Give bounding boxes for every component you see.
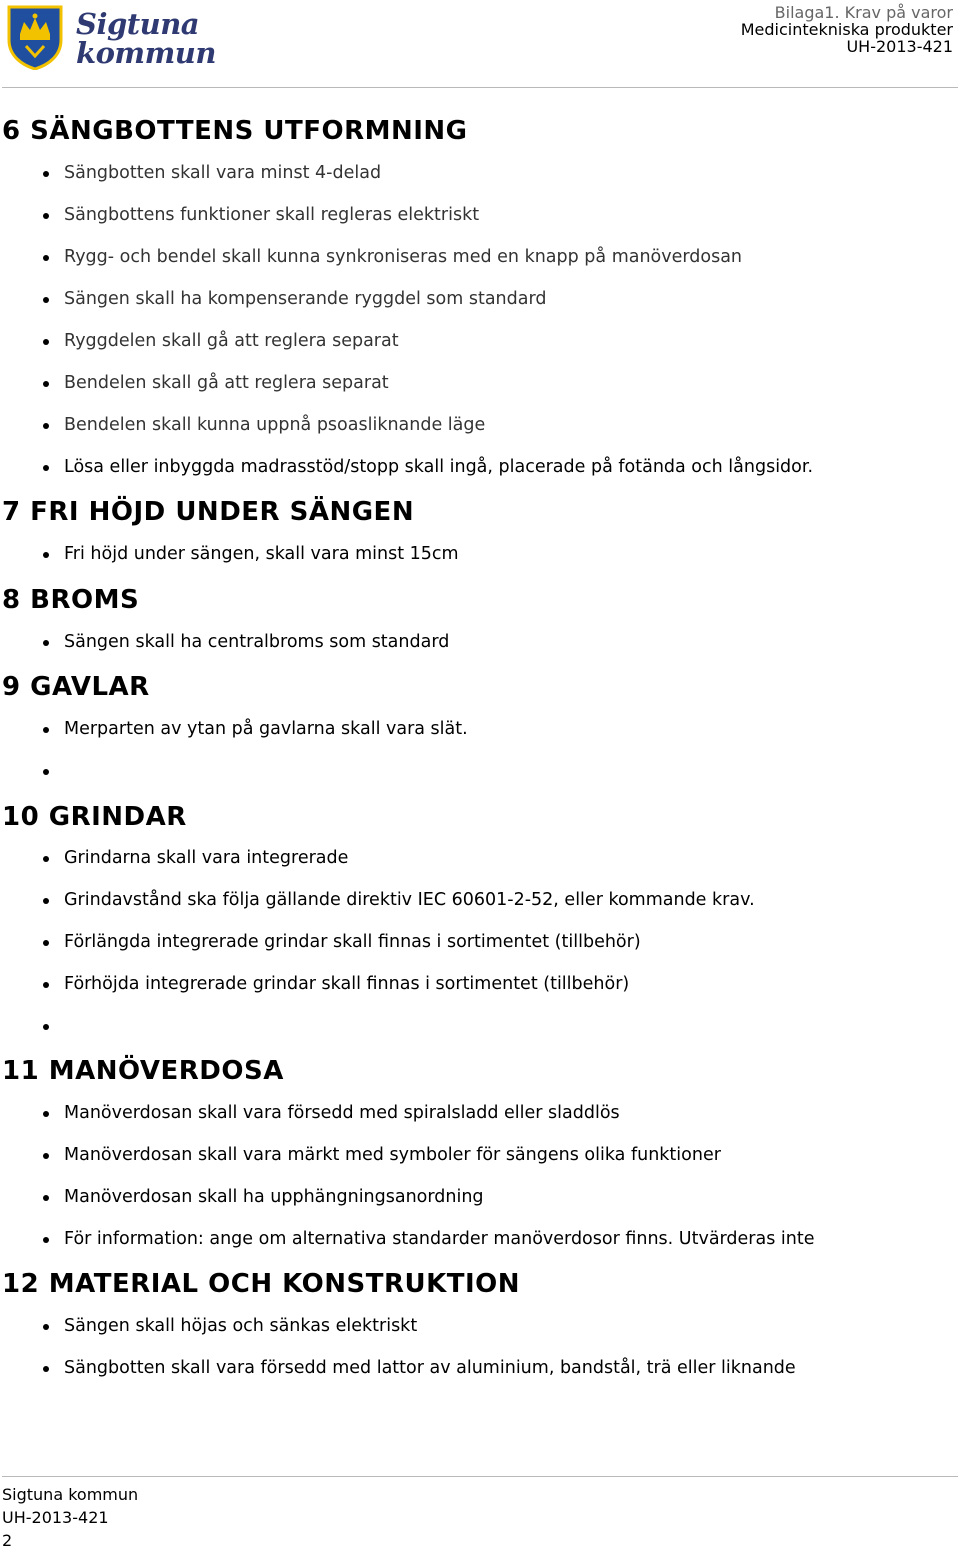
section-heading: 9 GAVLAR (2, 672, 150, 702)
section-11-list (0, 1100, 960, 1268)
list-item: Bendelen skall kunna uppnå psoasliknande läge (0, 412, 960, 454)
list-item: Sängbotten skall vara minst 4-delad (0, 160, 960, 202)
list-item: För information: ange om alternativa standarder manöverdosor finns. Utvärderas inte (0, 1226, 960, 1268)
section-heading: 10 GRINDAR (2, 802, 187, 832)
list-item: Sängen skall ha centralbroms som standard (0, 629, 960, 671)
page-header (0, 0, 960, 88)
page-number: 2 (2, 1531, 13, 1550)
list-item: Manöverdosan skall vara märkt med symboler för sängens olika funktioner (0, 1142, 960, 1184)
list-item: Förlängda integrerade grindar skall finnas i sortimentet (tillbehör) (0, 929, 960, 971)
list-item-empty (0, 758, 960, 800)
list-item: Grindavstånd ska följa gällande direktiv IEC 60601-2-52, eller kommande krav. (0, 887, 960, 929)
page-footer (2, 1483, 138, 1552)
list-item: Lösa eller inbyggda madrasstöd/stopp skall ingå, placerade på fotända och långsidor. (0, 454, 960, 496)
footer-divider (2, 1476, 958, 1477)
sigtuna-kommun-logo (6, 4, 216, 74)
footer-reference: UH-2013-421 (2, 1508, 109, 1527)
section-heading: 11 MANÖVERDOSA (2, 1056, 284, 1086)
section-heading: 12 MATERIAL OCH KONSTRUKTION (2, 1269, 520, 1299)
header-reference: UH-2013-421 (846, 37, 953, 56)
list-item: Bendelen skall gå att reglera separat (0, 370, 960, 412)
list-item: Merparten av ytan på gavlarna skall vara slät. (0, 716, 960, 758)
list-item: Fri höjd under sängen, skall vara minst 15cm (0, 541, 960, 583)
list-item: Manöverdosan skall vara försedd med spiralsladd eller sladdlös (0, 1100, 960, 1142)
logo-wordmark: Sigtuna kommun (76, 7, 216, 70)
list-item-empty (0, 1013, 960, 1055)
list-item: Ryggdelen skall gå att reglera separat (0, 328, 960, 370)
header-title: Bilaga1. Krav på varor (774, 3, 953, 22)
list-item: Grindarna skall vara integrerade (0, 845, 960, 887)
section-heading: 6 SÄNGBOTTENS UTFORMNING (2, 116, 468, 146)
section-6-list (0, 160, 960, 496)
header-divider (2, 87, 958, 88)
list-item: Sängen skall höjas och sänkas elektriskt (0, 1313, 960, 1355)
footer-organization: Sigtuna kommun (2, 1485, 139, 1504)
list-item: Rygg- och bendel skall kunna synkroniseras med en knapp på manöverdosan (0, 244, 960, 286)
header-document-info (741, 4, 953, 55)
section-8-list (0, 629, 960, 671)
list-item: Sängbottens funktioner skall regleras elektriskt (0, 202, 960, 244)
section-heading: 8 BROMS (2, 585, 140, 615)
section-heading: 7 FRI HÖJD UNDER SÄNGEN (2, 497, 415, 527)
section-7-list (0, 541, 960, 583)
section-9-list (0, 716, 960, 800)
section-10-list (0, 845, 960, 1055)
list-item: Manöverdosan skall ha upphängningsanordning (0, 1184, 960, 1226)
list-item: Förhöjda integrerade grindar skall finnas i sortimentet (tillbehör) (0, 971, 960, 1013)
list-item: Sängbotten skall vara försedd med lattor av aluminium, bandstål, trä eller liknande (0, 1355, 960, 1397)
coat-of-arms-icon (6, 4, 64, 70)
header-subtitle: Medicintekniska produkter (740, 20, 953, 39)
list-item: Sängen skall ha kompenserande ryggdel som standard (0, 286, 960, 328)
section-12-list (0, 1313, 960, 1397)
